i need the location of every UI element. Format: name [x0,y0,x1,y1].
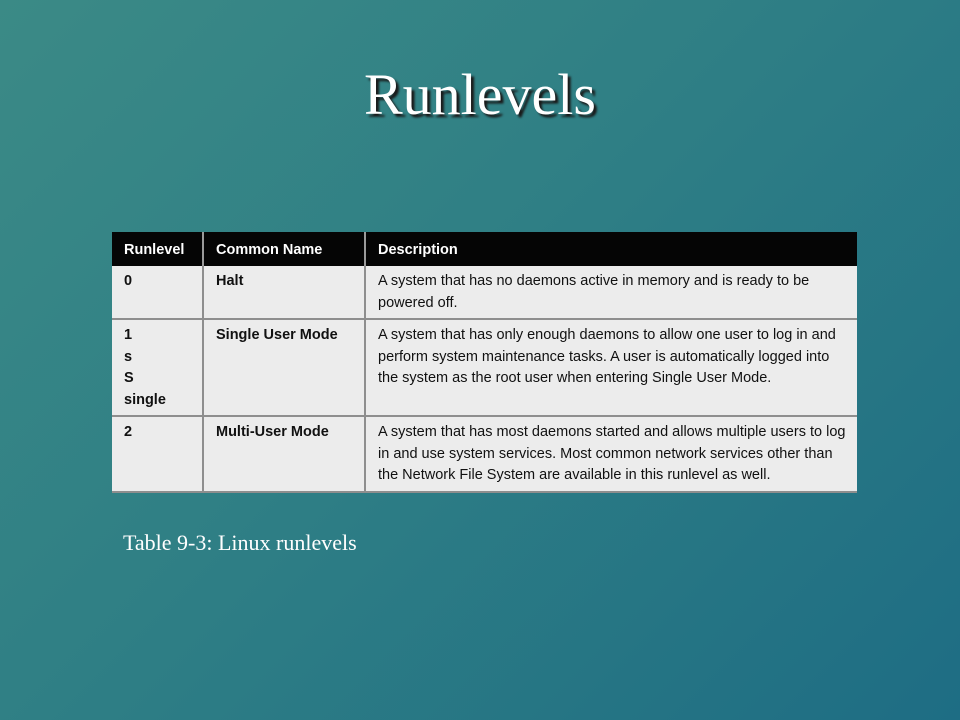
runlevel-value: S [124,370,134,386]
description-cell: A system that has no daemons active in memory and is ready to be powered off. [365,266,857,319]
table-row [112,266,857,319]
header-description: Description [365,232,857,266]
table-header-row [112,232,857,266]
slide-title: Runlevels [364,62,596,127]
runlevel-value: 0 [124,273,133,289]
runlevel-value: single [124,391,166,408]
common-name-cell: Halt [203,266,365,319]
table-row [112,416,857,492]
header-runlevel: Runlevel [112,232,203,266]
description-cell: A system that has most daemons started and allows multiple users to log in and use system services. Most common network services other than the Network File System are available in this runlevel as well. [365,416,857,492]
runlevel-value: 1 [124,327,133,343]
table-caption: Table 9-3: Linux runlevels [123,530,357,555]
table-row [112,319,857,416]
header-common-name: Common Name [203,232,365,266]
common-name-cell: Multi-User Mode [203,416,365,492]
runlevel-cell [112,416,203,492]
runlevel-value: s [124,348,133,365]
runlevels-table-container [112,232,857,496]
common-name-cell: Single User Mode [203,319,365,416]
runlevel-cell [112,319,203,416]
description-cell: A system that has only enough daemons to allow one user to log in and perform system maintenance tasks. A user is automatically logged into the system as the root user when entering Single User Mode. [365,319,857,416]
runlevel-cell [112,266,203,319]
runlevel-value: 2 [124,424,133,440]
runlevels-table [112,232,857,493]
